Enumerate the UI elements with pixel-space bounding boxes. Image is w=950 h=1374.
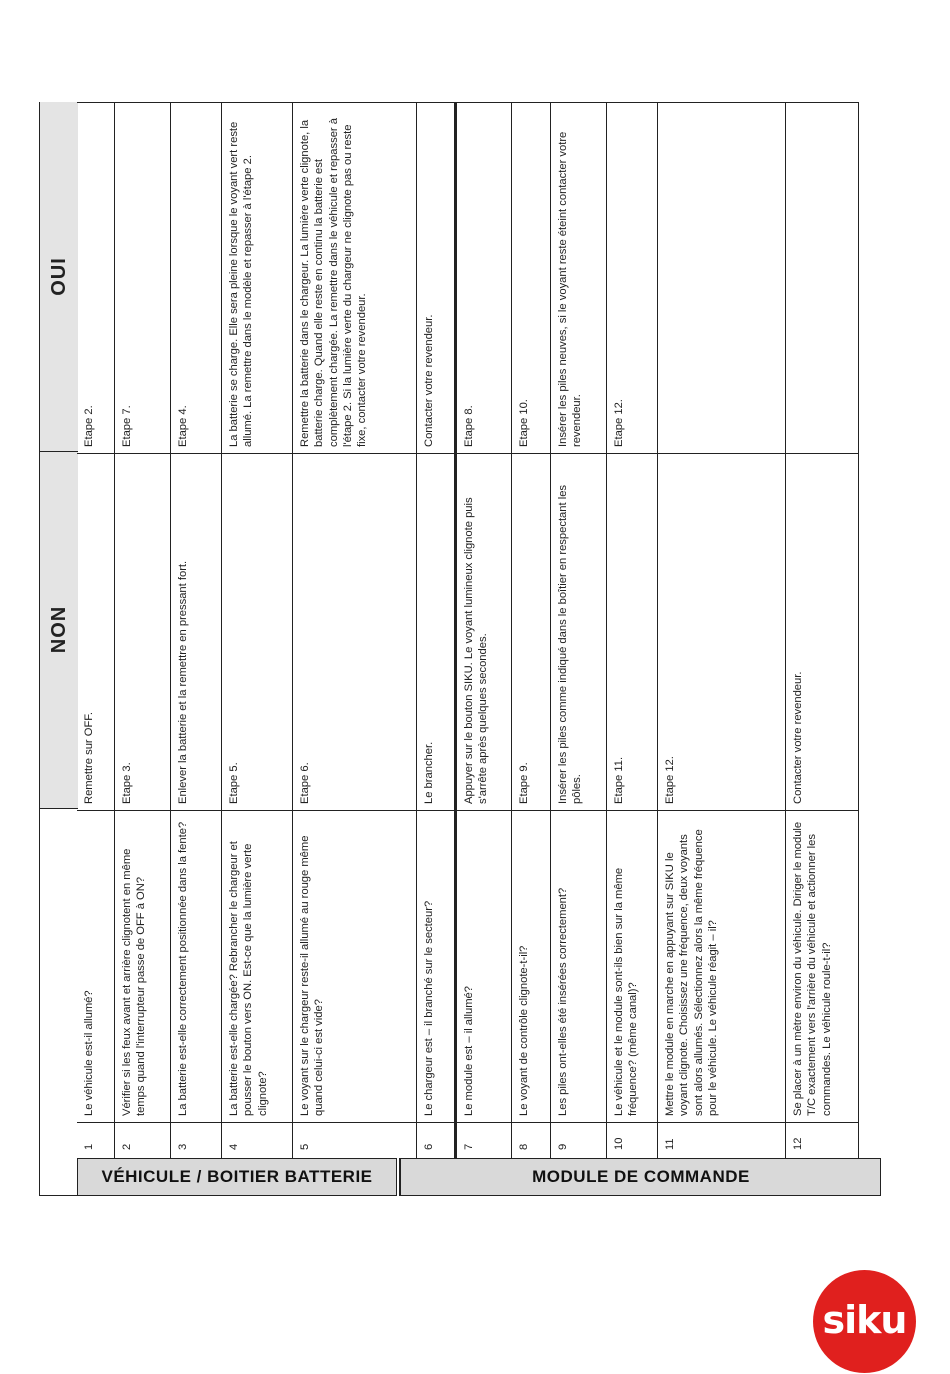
- non-cell: Insérer les piles comme indiqué dans le boîtier en respectant les pôles.: [551, 453, 606, 810]
- non-cell: Etape 12.: [658, 453, 785, 810]
- table-row: [417, 102, 455, 1158]
- non-cell: Etape 3.: [115, 453, 170, 810]
- non-cell: Etape 11.: [607, 453, 657, 810]
- row-number: 12: [786, 1122, 858, 1158]
- table-row: [293, 102, 417, 1158]
- table-header: [39, 102, 77, 1196]
- oui-cell: Etape 2.: [83, 405, 95, 447]
- logo-text: siku: [822, 1297, 907, 1342]
- row-number: 3: [171, 1122, 221, 1158]
- row-number: 9: [551, 1122, 606, 1158]
- non-cell: Etape 6.: [293, 453, 416, 810]
- question-cell: Mettre le module en marche en appuyant sur SIKU le voyant clignote. Choisissez une fréquence, deux voyants sont alors allumés. Sélectionnez alors la même fréquence pour le véhicule. Le véhicule réagit – il?: [658, 810, 785, 1122]
- question-cell: Le voyant sur le chargeur reste-il allumé au rouge même quand celui-ci est vide?: [293, 810, 416, 1122]
- header-blank: [40, 809, 78, 1195]
- section-label: MODULE DE COMMANDE: [531, 1167, 750, 1186]
- non-cell: Remettre sur OFF.: [77, 453, 114, 810]
- row-number: 10: [607, 1122, 657, 1158]
- section-module: [399, 1158, 881, 1196]
- oui-cell: Insérer les piles neuves, si le voyant reste éteint contacter votre revendeur.: [557, 131, 584, 447]
- table-row: [551, 102, 607, 1158]
- oui-cell: [786, 102, 858, 453]
- row-number: 1: [77, 1122, 114, 1158]
- table-row: [77, 102, 115, 1158]
- question-cell: Le module est – il allumé?: [457, 810, 511, 1122]
- question-cell: Vérifier si les feux avant et arrière clignotent en même temps quand l'interrupteur passe de OFF à ON?: [115, 810, 170, 1122]
- table-row: [658, 102, 786, 1158]
- table-row: [222, 102, 293, 1158]
- row-number: 4: [222, 1122, 292, 1158]
- oui-cell: Remettre la batterie dans le chargeur. La lumière verte clignote, la batterie charge. Quand elle reste en continu la batterie est complètement chargée. La remettre dans le véhicule et repasser à l'étape 2. Si la lumière verte du chargeur ne clignote pas ou reste fixe, contacter votre revendeur.: [299, 118, 369, 447]
- oui-cell: Etape 8.: [463, 405, 475, 447]
- row-number: 6: [417, 1122, 454, 1158]
- table-row: [455, 102, 512, 1158]
- oui-cell: La batterie se charge. Elle sera pleine lorsque le voyant vert reste allumé. La remettre dans le modèle et repasser à l'étape 2.: [228, 121, 255, 447]
- table-row: [786, 102, 859, 1158]
- non-cell: Appuyer sur le bouton SIKU. Le voyant lumineux clignote puis s'arrête après quelques secondes.: [457, 453, 511, 810]
- question-cell: La batterie est-elle correctement positionnée dans la fente?: [171, 810, 221, 1122]
- table-row: [115, 102, 171, 1158]
- question-cell: Les piles ont-elles été insérées correctement?: [551, 810, 606, 1122]
- table-row: [171, 102, 222, 1158]
- section-vehicule: [77, 1158, 397, 1196]
- table-row: [607, 102, 658, 1158]
- oui-cell: Contacter votre revendeur.: [423, 314, 435, 447]
- non-cell: Etape 5.: [222, 453, 292, 810]
- header-non: NON: [40, 451, 78, 809]
- header-oui: OUI: [40, 102, 78, 452]
- question-cell: Le voyant de contrôle clignote-t-il?: [512, 810, 550, 1122]
- oui-cell: Etape 12.: [613, 399, 625, 447]
- question-cell: Le véhicule et le module sont-ils bien sur la même fréquence? (même canal)?: [607, 810, 657, 1122]
- oui-cell: Etape 10.: [518, 399, 530, 447]
- siku-logo: [813, 1270, 916, 1373]
- row-number: 11: [658, 1122, 785, 1158]
- row-number: 7: [457, 1122, 511, 1158]
- row-number: 2: [115, 1122, 170, 1158]
- table-row: [512, 102, 551, 1158]
- row-number: 5: [293, 1122, 416, 1158]
- question-cell: La batterie est-elle chargée? Rebrancher le chargeur et pousser le bouton vers ON. Est-ce que la lumière verte clignote?: [222, 810, 292, 1122]
- row-number: 8: [512, 1122, 550, 1158]
- non-cell: Etape 9.: [512, 453, 550, 810]
- troubleshooting-table: [39, 102, 881, 1196]
- non-cell: Enlever la batterie et la remettre en pressant fort.: [171, 453, 221, 810]
- oui-cell: Etape 7.: [121, 405, 133, 447]
- oui-cell: [658, 102, 785, 453]
- question-cell: Le véhicule est-il allumé?: [77, 810, 114, 1122]
- oui-cell: Etape 4.: [177, 405, 189, 447]
- question-cell: Se placer à un mètre environ du véhicule. Diriger le module T/C exactement vers l'arrière du véhicule et actionner les commandes. Le véhicule roule-t-il?: [786, 810, 858, 1122]
- non-cell: Le brancher.: [417, 453, 454, 810]
- non-cell: Contacter votre revendeur.: [786, 453, 858, 810]
- question-cell: Le chargeur est – il branché sur le secteur?: [417, 810, 454, 1122]
- section-label: VÉHICULE / BOITIER BATTERIE: [101, 1167, 373, 1186]
